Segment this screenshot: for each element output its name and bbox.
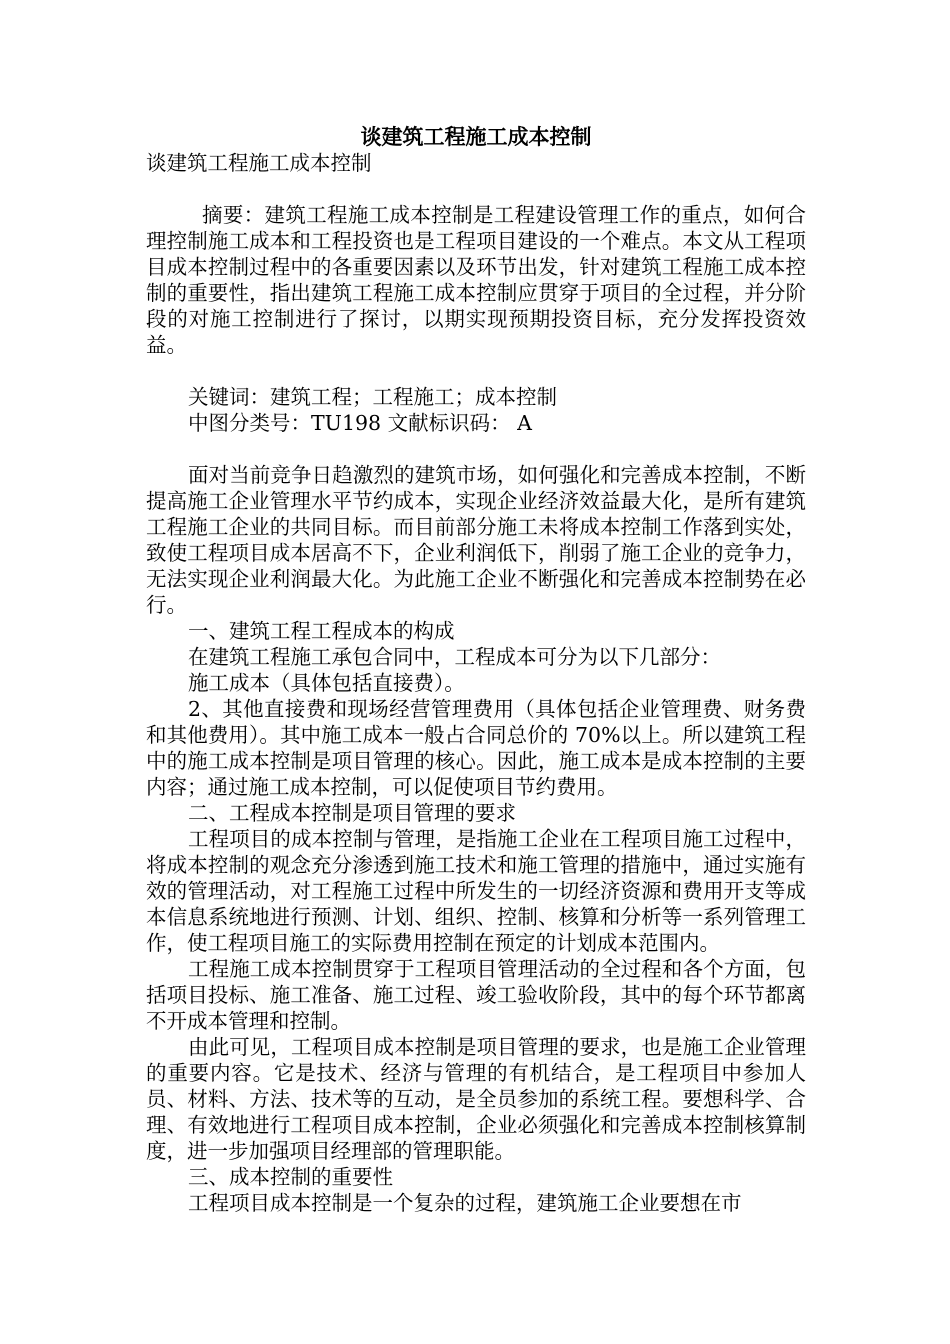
body-paragraph: 在建筑工程施工承包合同中，工程成本可分为以下几部分： [188,645,721,669]
body-paragraph: 由此可见，工程项目成本控制是项目管理的要求，也是施工企业管理的重要内容。它是技术、经济与管理的有机结合，是工程项目中参加人员、材料、方法、技术等的互动，是全员参加的系统工程。要想科学、合理、有效地进行工程项目成本控制，企业必须强化和完善成本控制核算制度，进一步加强项目经理部的管理职能。 [146,1035,806,1163]
abstract-paragraph: 摘要：建筑工程施工成本控制是工程建设管理工作的重点，如何合理控制施工成本和工程投资也是工程项目建设的一个难点。本文从工程项目成本控制过程中的各重要因素以及环节出发，针对建筑工程施工成本控制的重要性，指出建筑工程施工成本控制应贯穿于项目的全过程，并分阶段的对施工控制进行了探讨，以期实现预期投资目标，充分发挥投资效益。 [146,203,806,357]
body-paragraph: 工程施工成本控制贯穿于工程项目管理活动的全过程和各个方面，包括项目投标、施工准备、施工过程、竣工验收阶段，其中的每个环节都离不开成本管理和控制。 [146,957,806,1033]
section-heading: 二、工程成本控制是项目管理的要求 [188,801,516,825]
section-heading: 三、成本控制的重要性 [188,1165,393,1189]
body-paragraph: 工程项目的成本控制与管理，是指施工企业在工程项目施工过程中，将成本控制的观念充分渗透到施工技术和施工管理的措施中，通过实施有效的管理活动，对工程施工过程中所发生的一切经济资源和费用开支等成本信息系统地进行预测、计划、组织、控制、核算和分析等一系列管理工作，使工程项目施工的实际费用控制在预定的计划成本范围内。 [146,827,806,955]
classification-line: 中图分类号：TU198 文献标识码： A [188,411,532,435]
spacer [146,176,806,202]
document-title: 谈建筑工程施工成本控制 [360,124,592,149]
body-paragraph: 面对当前竞争日趋激烈的建筑市场，如何强化和完善成本控制，不断提高施工企业管理水平节约成本，实现企业经济效益最大化，是所有建筑工程施工企业的共同目标。而目前部分施工未将成本控制工作落到实处，致使工程项目成本居高不下，企业利润低下，削弱了施工企业的竞争力，无法实现企业利润最大化。为此施工企业不断强化和完善成本控制势在必行。 [146,463,806,617]
body-paragraph: 施工成本（具体包括直接费）。 [188,671,465,695]
section-heading: 一、建筑工程工程成本的构成 [188,619,455,643]
body-paragraph: 工程项目成本控制是一个复杂的过程，建筑施工企业要想在市 [188,1191,742,1215]
document-subtitle: 谈建筑工程施工成本控制 [146,151,372,175]
spacer [146,436,806,462]
document-page [146,124,806,1216]
keywords-line: 关键词：建筑工程；工程施工；成本控制 [188,385,557,409]
body-paragraph: 2、其他直接费和现场经营管理费用（具体包括企业管理费、财务费和其他费用）。其中施工成本一般占合同总价的 70%以上。所以建筑工程中的施工成本控制是项目管理的核心。因此，施工成本是成本控制的主要内容；通过施工成本控制，可以促使项目节约费用。 [146,697,806,799]
spacer [146,358,806,384]
